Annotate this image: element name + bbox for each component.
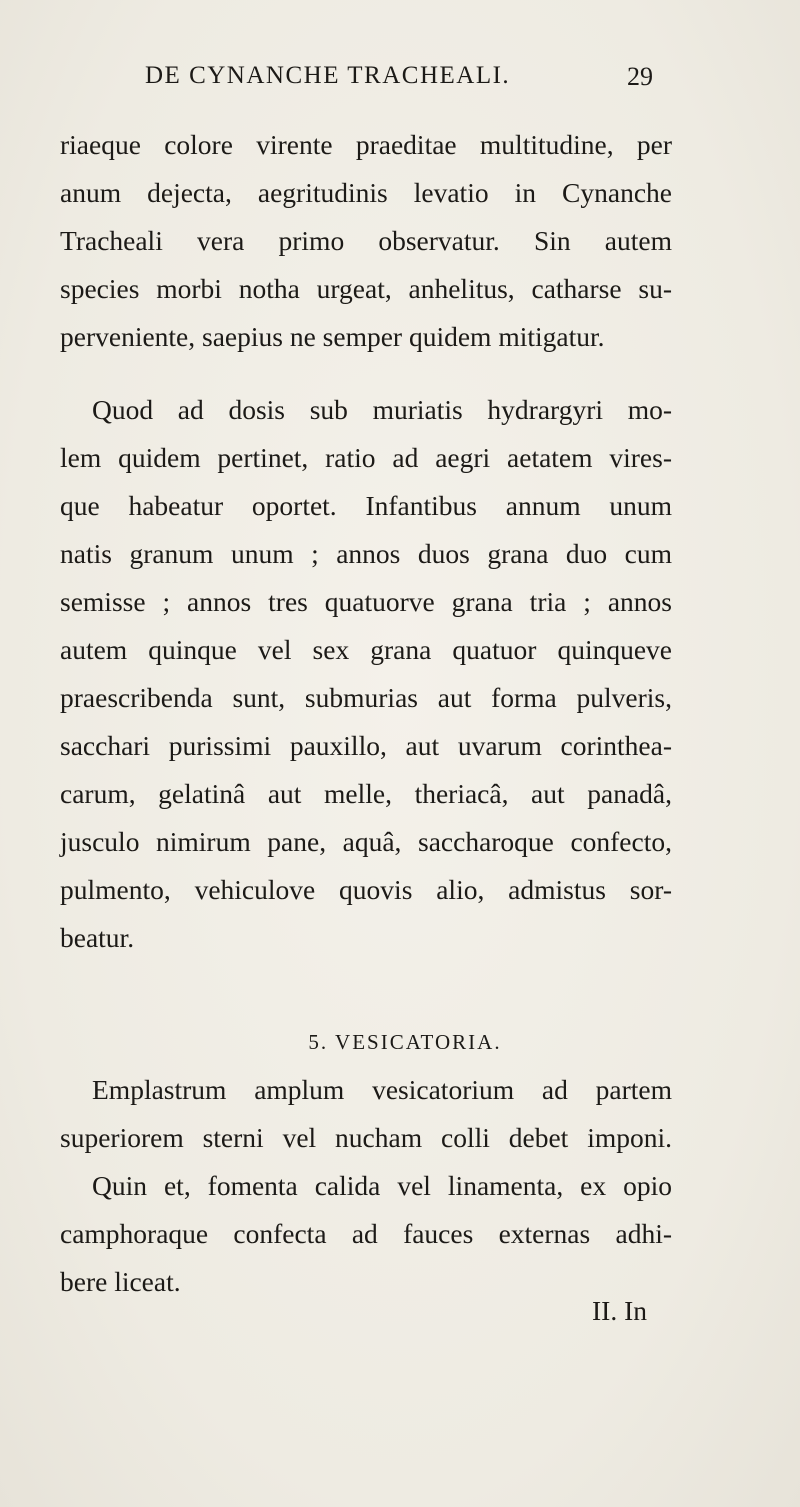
text-line: Tracheali vera primo observatur. Sin autem: [60, 225, 672, 256]
text-line: jusculo nimirum pane, aquâ, saccharoque confecto,: [60, 826, 672, 857]
text-line: praescribenda sunt, submurias aut forma pulveris,: [60, 682, 672, 713]
text-line: sacchari purissimi pauxillo, aut uvarum corinthea-: [60, 730, 672, 761]
text-line: natis granum unum ; annos duos grana duo cum: [60, 538, 672, 569]
text-line: pulmento, vehiculove quovis alio, admistus sor-: [60, 874, 672, 905]
text-line: superiorem sterni vel nucham colli debet imponi.: [60, 1122, 672, 1153]
text-line: beatur.: [60, 922, 135, 953]
text-line: autem quinque vel sex grana quatuor quinqueve: [60, 634, 672, 665]
text-line: Quod ad dosis sub muriatis hydrargyri mo-: [92, 394, 672, 425]
text-line: bere liceat.: [60, 1266, 181, 1297]
paragraph-continuation: [60, 121, 672, 361]
catchword: II. In: [592, 1295, 647, 1326]
text-line: camphoraque confecta ad fauces externas adhi-: [60, 1218, 672, 1249]
text-line: species morbi notha urgeat, anhelitus, catharse su-: [60, 273, 672, 304]
text-line: Quin et, fomenta calida vel linamenta, ex opio: [92, 1170, 672, 1201]
text-line: semisse ; annos tres quatuorve grana tria ; annos: [60, 586, 672, 617]
section-heading: 5. VESICATORIA.: [308, 1030, 502, 1054]
text-line: riaeque colore virente praeditae multitudine, per: [60, 129, 672, 160]
running-head: [0, 62, 800, 102]
text-line: perveniente, saepius ne semper quidem mitigatur.: [60, 321, 605, 352]
text-line: carum, gelatinâ aut melle, theriacâ, aut panadâ,: [60, 778, 672, 809]
text-line: anum dejecta, aegritudinis levatio in Cynanche: [60, 177, 672, 208]
running-head-title: DE CYNANCHE TRACHEALI.: [145, 62, 511, 89]
text-line: Emplastrum amplum vesicatorium ad partem: [92, 1074, 672, 1105]
paragraph-vesicatoria: [60, 1066, 672, 1306]
text-line: que habeatur oportet. Infantibus annum unum: [60, 490, 672, 521]
text-line: lem quidem pertinet, ratio ad aegri aetatem vires-: [60, 442, 672, 473]
page-number: 29: [627, 62, 653, 91]
paragraph-dosage: [60, 386, 672, 962]
